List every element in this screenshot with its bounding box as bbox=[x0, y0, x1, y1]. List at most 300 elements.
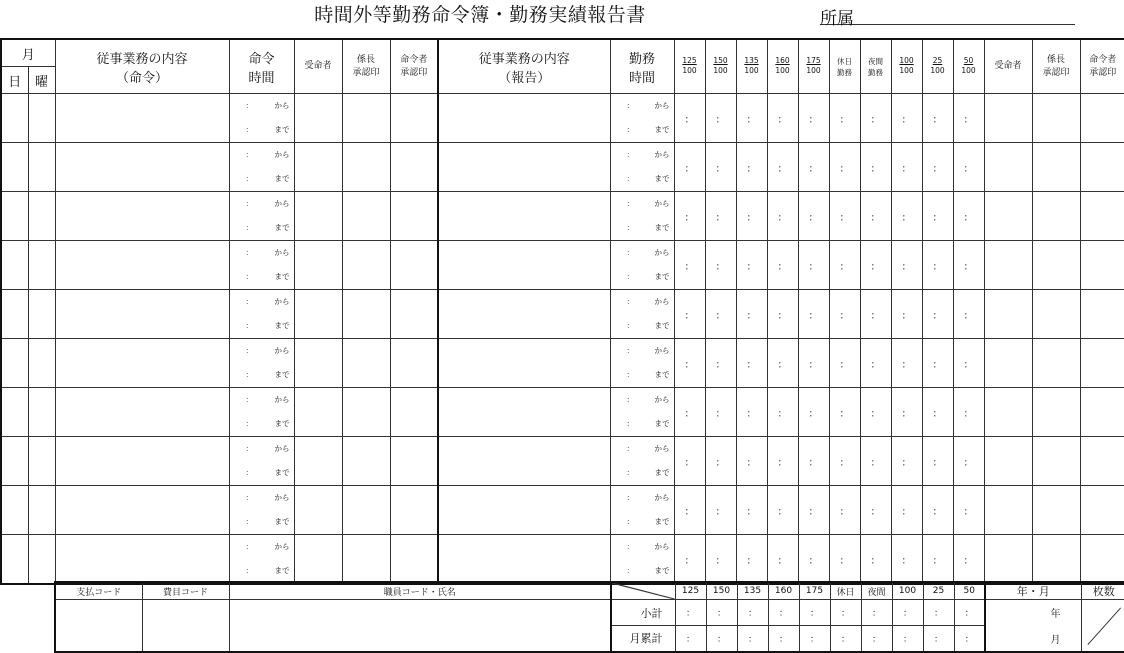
table-row bbox=[1, 339, 1124, 388]
hours-cell[interactable]: ： bbox=[860, 535, 891, 585]
receiver-stamp-cell[interactable] bbox=[294, 486, 342, 535]
table-row bbox=[1, 535, 1124, 585]
task-order-cell[interactable] bbox=[55, 290, 229, 339]
monthly-total-cell[interactable]: ： bbox=[830, 626, 861, 652]
commander-stamp-cell[interactable] bbox=[390, 486, 438, 535]
day-cell[interactable] bbox=[1, 94, 28, 143]
pay-code-header: 支払コード bbox=[55, 582, 142, 600]
commander-stamp-cell[interactable] bbox=[390, 339, 438, 388]
hours-cell[interactable]: ： bbox=[674, 486, 705, 535]
rate-header: $\frac{50}{100}$ bbox=[953, 39, 984, 94]
rate-header: $\frac{175}{100}$ bbox=[798, 39, 829, 94]
hours-cell[interactable]: ： bbox=[922, 143, 953, 192]
hours-cell[interactable]: ： bbox=[953, 486, 984, 535]
task-report-cell[interactable] bbox=[438, 241, 610, 290]
monthly-total-cell[interactable]: ： bbox=[768, 626, 799, 652]
hours-cell[interactable]: ： bbox=[922, 437, 953, 486]
hours-cell[interactable]: ： bbox=[736, 192, 767, 241]
day-cell[interactable] bbox=[1, 437, 28, 486]
order-time-cell[interactable]: ： から ： まで bbox=[229, 535, 294, 585]
subtotal-cell[interactable]: ： bbox=[923, 600, 954, 626]
weekday-cell[interactable] bbox=[28, 192, 55, 241]
hours-cell[interactable]: ： bbox=[736, 437, 767, 486]
receiver-stamp-cell[interactable] bbox=[294, 290, 342, 339]
hours-cell[interactable]: ： bbox=[736, 535, 767, 585]
footer-col-header: 175 bbox=[799, 582, 830, 600]
weekday-cell[interactable] bbox=[28, 94, 55, 143]
chief-stamp-cell[interactable] bbox=[342, 388, 390, 437]
year-month-header: 年・月 bbox=[985, 582, 1081, 600]
weekday-header: 曜 bbox=[28, 67, 55, 94]
hours-cell[interactable]: ： bbox=[736, 290, 767, 339]
footer-col-header: 50 bbox=[954, 582, 985, 600]
rate-header: $\frac{100}{100}$ bbox=[891, 39, 922, 94]
hours-cell[interactable]: ： bbox=[798, 339, 829, 388]
task-order-cell[interactable] bbox=[55, 192, 229, 241]
receiver-stamp-cell[interactable] bbox=[294, 388, 342, 437]
order-time-cell[interactable]: ： から ： まで bbox=[229, 437, 294, 486]
night-header: 夜間 勤務 bbox=[860, 39, 891, 94]
commander2-stamp-cell[interactable] bbox=[1080, 486, 1124, 535]
table-row bbox=[1, 388, 1124, 437]
sheets-header: 枚数 bbox=[1081, 582, 1124, 600]
hours-cell[interactable]: ： bbox=[953, 339, 984, 388]
task-report-cell[interactable] bbox=[438, 192, 610, 241]
hours-cell[interactable]: ： bbox=[891, 94, 922, 143]
month-field[interactable]: 月 bbox=[985, 626, 1081, 652]
day-cell[interactable] bbox=[1, 290, 28, 339]
rate-header: $\frac{125}{100}$ bbox=[674, 39, 705, 94]
hours-cell[interactable]: ： bbox=[953, 192, 984, 241]
hours-cell[interactable]: ： bbox=[953, 290, 984, 339]
subtotal-cell[interactable]: ： bbox=[892, 600, 923, 626]
weekday-cell[interactable] bbox=[28, 290, 55, 339]
task-report-cell[interactable] bbox=[438, 339, 610, 388]
hours-cell[interactable]: ： bbox=[922, 486, 953, 535]
hours-cell[interactable]: ： bbox=[674, 535, 705, 585]
chief-stamp-cell[interactable] bbox=[342, 192, 390, 241]
commander2-stamp-cell[interactable] bbox=[1080, 192, 1124, 241]
hours-cell[interactable]: ： bbox=[767, 339, 798, 388]
staff-field[interactable] bbox=[229, 600, 611, 652]
hours-cell[interactable]: ： bbox=[674, 339, 705, 388]
receiver2-stamp-cell[interactable] bbox=[984, 241, 1032, 290]
commander-stamp-cell[interactable] bbox=[390, 192, 438, 241]
hours-cell[interactable]: ： bbox=[798, 241, 829, 290]
chief-stamp-cell[interactable] bbox=[342, 143, 390, 192]
order-time-header: 命令 時間 bbox=[229, 39, 294, 94]
monthly-total-cell[interactable]: ： bbox=[737, 626, 768, 652]
hours-cell[interactable]: ： bbox=[674, 241, 705, 290]
subtotal-cell[interactable]: ： bbox=[799, 600, 830, 626]
subtotal-cell[interactable]: ： bbox=[737, 600, 768, 626]
hours-cell[interactable]: ： bbox=[798, 437, 829, 486]
department-field[interactable] bbox=[820, 4, 1075, 29]
hours-cell[interactable]: ： bbox=[891, 535, 922, 585]
hours-cell[interactable]: ： bbox=[829, 535, 860, 585]
hours-cell[interactable]: ： bbox=[705, 143, 736, 192]
work-time-cell[interactable]: ： から ： まで bbox=[610, 143, 674, 192]
holiday-header: 休日 勤務 bbox=[829, 39, 860, 94]
staff-header: 職員コード・氏名 bbox=[229, 582, 611, 600]
hours-cell[interactable]: ： bbox=[705, 94, 736, 143]
commander-stamp-cell[interactable] bbox=[390, 143, 438, 192]
monthly-total-cell[interactable]: ： bbox=[923, 626, 954, 652]
rate-header: $\frac{150}{100}$ bbox=[705, 39, 736, 94]
receiver2-stamp-cell[interactable] bbox=[984, 486, 1032, 535]
receiver-stamp-cell[interactable] bbox=[294, 535, 342, 585]
hours-cell[interactable]: ： bbox=[829, 388, 860, 437]
chief2-stamp-cell[interactable] bbox=[1032, 388, 1080, 437]
hours-cell[interactable]: ： bbox=[767, 486, 798, 535]
work-time-cell[interactable]: ： から ： まで bbox=[610, 486, 674, 535]
footer-col-header: 休日 bbox=[830, 582, 861, 600]
task-order-cell[interactable] bbox=[55, 437, 229, 486]
hours-cell[interactable]: ： bbox=[922, 94, 953, 143]
chief-stamp-cell[interactable] bbox=[342, 339, 390, 388]
commander2-stamp-cell[interactable] bbox=[1080, 437, 1124, 486]
hours-cell[interactable]: ： bbox=[674, 192, 705, 241]
task-report-cell[interactable] bbox=[438, 437, 610, 486]
footer-col-header: 150 bbox=[706, 582, 737, 600]
monthly-total-cell[interactable]: ： bbox=[892, 626, 923, 652]
day-cell[interactable] bbox=[1, 192, 28, 241]
monthly-total-cell[interactable]: ： bbox=[706, 626, 737, 652]
hours-cell[interactable]: ： bbox=[953, 535, 984, 585]
diagonal-cell bbox=[611, 582, 675, 600]
task-report-cell[interactable] bbox=[438, 486, 610, 535]
work-time-cell[interactable]: ： から ： まで bbox=[610, 290, 674, 339]
chief2-stamp-cell[interactable] bbox=[1032, 241, 1080, 290]
subtotal-cell[interactable]: ： bbox=[675, 600, 706, 626]
rate-header: $\frac{160}{100}$ bbox=[767, 39, 798, 94]
chief2-stamp-cell[interactable] bbox=[1032, 486, 1080, 535]
footer-col-header: 125 bbox=[675, 582, 706, 600]
work-time-cell[interactable]: ： から ： まで bbox=[610, 192, 674, 241]
day-cell[interactable] bbox=[1, 241, 28, 290]
sheets-field[interactable] bbox=[1081, 600, 1124, 652]
task-report-cell[interactable] bbox=[438, 535, 610, 585]
work-time-header: 勤務 時間 bbox=[610, 39, 674, 94]
task-order-cell[interactable] bbox=[55, 486, 229, 535]
work-time-cell[interactable]: ： から ： まで bbox=[610, 241, 674, 290]
hours-cell[interactable]: ： bbox=[705, 486, 736, 535]
chief2-header: 係長 承認印 bbox=[1032, 39, 1080, 94]
monthly-total-cell[interactable]: ： bbox=[675, 626, 706, 652]
hours-cell[interactable]: ： bbox=[922, 339, 953, 388]
hours-cell[interactable]: ： bbox=[767, 388, 798, 437]
hours-cell[interactable]: ： bbox=[736, 241, 767, 290]
hours-cell[interactable]: ： bbox=[767, 535, 798, 585]
order-time-cell[interactable]: ： から ： まで bbox=[229, 94, 294, 143]
work-time-cell[interactable]: ： から ： まで bbox=[610, 535, 674, 585]
hours-cell[interactable]: ： bbox=[891, 339, 922, 388]
task-order-cell[interactable] bbox=[55, 94, 229, 143]
task-report-cell[interactable] bbox=[438, 94, 610, 143]
hours-cell[interactable]: ： bbox=[798, 535, 829, 585]
hours-cell[interactable]: ： bbox=[829, 94, 860, 143]
hours-cell[interactable]: ： bbox=[922, 192, 953, 241]
order-time-cell[interactable]: ： から ： まで bbox=[229, 388, 294, 437]
chief2-stamp-cell[interactable] bbox=[1032, 192, 1080, 241]
hours-cell[interactable]: ： bbox=[829, 486, 860, 535]
receiver2-stamp-cell[interactable] bbox=[984, 94, 1032, 143]
hours-cell[interactable]: ： bbox=[798, 143, 829, 192]
hours-cell[interactable]: ： bbox=[829, 437, 860, 486]
receiver2-stamp-cell[interactable] bbox=[984, 339, 1032, 388]
hours-cell[interactable]: ： bbox=[953, 241, 984, 290]
receiver-stamp-cell[interactable] bbox=[294, 339, 342, 388]
monthly-total-cell[interactable]: ： bbox=[954, 626, 985, 652]
receiver-stamp-cell[interactable] bbox=[294, 192, 342, 241]
commander-stamp-cell[interactable] bbox=[390, 94, 438, 143]
hours-cell[interactable]: ： bbox=[860, 241, 891, 290]
year-field[interactable]: 年 bbox=[985, 600, 1081, 626]
rate-header: $\frac{135}{100}$ bbox=[736, 39, 767, 94]
hours-cell[interactable]: ： bbox=[891, 437, 922, 486]
receiver2-stamp-cell[interactable] bbox=[984, 192, 1032, 241]
monthly-total-cell[interactable]: ： bbox=[799, 626, 830, 652]
hours-cell[interactable]: ： bbox=[736, 339, 767, 388]
commander-stamp-cell[interactable] bbox=[390, 290, 438, 339]
weekday-cell[interactable] bbox=[28, 143, 55, 192]
hours-cell[interactable]: ： bbox=[829, 241, 860, 290]
footer-col-header: 25 bbox=[923, 582, 954, 600]
chief-stamp-cell[interactable] bbox=[342, 241, 390, 290]
hours-cell[interactable]: ： bbox=[674, 290, 705, 339]
table-row bbox=[1, 290, 1124, 339]
hours-cell[interactable]: ： bbox=[829, 339, 860, 388]
receiver2-stamp-cell[interactable] bbox=[984, 290, 1032, 339]
hours-cell[interactable]: ： bbox=[736, 486, 767, 535]
chief2-stamp-cell[interactable] bbox=[1032, 535, 1080, 585]
hours-cell[interactable]: ： bbox=[922, 290, 953, 339]
hours-cell[interactable]: ： bbox=[705, 535, 736, 585]
hours-cell[interactable]: ： bbox=[705, 437, 736, 486]
monthly-total-label: 月累計 bbox=[611, 626, 675, 652]
weekday-cell[interactable] bbox=[28, 339, 55, 388]
hours-cell[interactable]: ： bbox=[922, 535, 953, 585]
rate-header: $\frac{25}{100}$ bbox=[922, 39, 953, 94]
monthly-total-cell[interactable]: ： bbox=[861, 626, 892, 652]
day-cell[interactable] bbox=[1, 486, 28, 535]
chief2-stamp-cell[interactable] bbox=[1032, 339, 1080, 388]
hours-cell[interactable]: ： bbox=[860, 339, 891, 388]
task-order-cell[interactable] bbox=[55, 388, 229, 437]
task-order-header: 従事業務の内容 （命令） bbox=[55, 39, 229, 94]
receiver-header: 受命者 bbox=[294, 39, 342, 94]
subtotal-cell[interactable]: ： bbox=[861, 600, 892, 626]
receiver2-stamp-cell[interactable] bbox=[984, 535, 1032, 585]
task-report-cell[interactable] bbox=[438, 388, 610, 437]
hours-cell[interactable]: ： bbox=[891, 192, 922, 241]
weekday-cell[interactable] bbox=[28, 241, 55, 290]
commander-stamp-cell[interactable] bbox=[390, 241, 438, 290]
overtime-table bbox=[0, 38, 1124, 585]
commander-header: 命令者 承認印 bbox=[390, 39, 438, 94]
chief-stamp-cell[interactable] bbox=[342, 486, 390, 535]
task-report-cell[interactable] bbox=[438, 143, 610, 192]
order-time-cell[interactable]: ： から ： まで bbox=[229, 143, 294, 192]
pay-code-field[interactable] bbox=[55, 600, 142, 652]
hours-cell[interactable]: ： bbox=[891, 143, 922, 192]
order-time-cell[interactable]: ： から ： まで bbox=[229, 339, 294, 388]
commander2-stamp-cell[interactable] bbox=[1080, 535, 1124, 585]
hours-cell[interactable]: ： bbox=[798, 486, 829, 535]
receiver2-stamp-cell[interactable] bbox=[984, 388, 1032, 437]
task-order-cell[interactable] bbox=[55, 143, 229, 192]
hours-cell[interactable]: ： bbox=[860, 486, 891, 535]
footer-col-header: 160 bbox=[768, 582, 799, 600]
footer-col-header: 夜間 bbox=[861, 582, 892, 600]
table-row bbox=[1, 143, 1124, 192]
commander2-stamp-cell[interactable] bbox=[1080, 241, 1124, 290]
subtotal-cell[interactable]: ： bbox=[706, 600, 737, 626]
hours-cell[interactable]: ： bbox=[767, 192, 798, 241]
hours-cell[interactable]: ： bbox=[798, 192, 829, 241]
receiver-stamp-cell[interactable] bbox=[294, 143, 342, 192]
hours-cell[interactable]: ： bbox=[674, 94, 705, 143]
task-report-cell[interactable] bbox=[438, 290, 610, 339]
hours-cell[interactable]: ： bbox=[705, 290, 736, 339]
day-cell[interactable] bbox=[1, 388, 28, 437]
hours-cell[interactable]: ： bbox=[674, 388, 705, 437]
hours-cell[interactable]: ： bbox=[767, 241, 798, 290]
hours-cell[interactable]: ： bbox=[736, 143, 767, 192]
hours-cell[interactable]: ： bbox=[736, 388, 767, 437]
footer-col-header: 100 bbox=[892, 582, 923, 600]
table-row bbox=[1, 486, 1124, 535]
receiver-stamp-cell[interactable] bbox=[294, 94, 342, 143]
hours-cell[interactable]: ： bbox=[891, 241, 922, 290]
hours-cell[interactable]: ： bbox=[891, 388, 922, 437]
task-report-header: 従事業務の内容 （報告） bbox=[438, 39, 610, 94]
day-header: 日 bbox=[1, 67, 28, 94]
work-time-cell[interactable]: ： から ： まで bbox=[610, 388, 674, 437]
work-time-cell[interactable]: ： から ： まで bbox=[610, 339, 674, 388]
hours-cell[interactable]: ： bbox=[674, 143, 705, 192]
weekday-cell[interactable] bbox=[28, 535, 55, 585]
day-cell[interactable] bbox=[1, 339, 28, 388]
chief2-stamp-cell[interactable] bbox=[1032, 143, 1080, 192]
work-time-cell[interactable]: ： から ： まで bbox=[610, 94, 674, 143]
hours-cell[interactable]: ： bbox=[860, 143, 891, 192]
hours-cell[interactable]: ： bbox=[891, 486, 922, 535]
hours-cell[interactable]: ： bbox=[829, 143, 860, 192]
receiver2-stamp-cell[interactable] bbox=[984, 437, 1032, 486]
commander2-stamp-cell[interactable] bbox=[1080, 143, 1124, 192]
hours-cell[interactable]: ： bbox=[705, 192, 736, 241]
commander2-header: 命令者 承認印 bbox=[1080, 39, 1124, 94]
hours-cell[interactable]: ： bbox=[860, 388, 891, 437]
hours-cell[interactable]: ： bbox=[891, 290, 922, 339]
task-order-cell[interactable] bbox=[55, 339, 229, 388]
subtotal-cell[interactable]: ： bbox=[954, 600, 985, 626]
chief-stamp-cell[interactable] bbox=[342, 290, 390, 339]
chief-stamp-cell[interactable] bbox=[342, 437, 390, 486]
hours-cell[interactable]: ： bbox=[860, 192, 891, 241]
order-time-cell[interactable]: ： から ： まで bbox=[229, 290, 294, 339]
task-order-cell[interactable] bbox=[55, 241, 229, 290]
hours-cell[interactable]: ： bbox=[922, 241, 953, 290]
chief-stamp-cell[interactable] bbox=[342, 535, 390, 585]
hours-cell[interactable]: ： bbox=[798, 388, 829, 437]
hours-cell[interactable]: ： bbox=[860, 290, 891, 339]
hours-cell[interactable]: ： bbox=[829, 290, 860, 339]
weekday-cell[interactable] bbox=[28, 388, 55, 437]
hours-cell[interactable]: ： bbox=[705, 339, 736, 388]
order-time-cell[interactable]: ： から ： まで bbox=[229, 241, 294, 290]
day-cell[interactable] bbox=[1, 143, 28, 192]
commander2-stamp-cell[interactable] bbox=[1080, 290, 1124, 339]
hours-cell[interactable]: ： bbox=[953, 437, 984, 486]
hours-cell[interactable]: ： bbox=[829, 192, 860, 241]
hours-cell[interactable]: ： bbox=[705, 241, 736, 290]
order-time-cell[interactable]: ： から ： まで bbox=[229, 486, 294, 535]
weekday-cell[interactable] bbox=[28, 486, 55, 535]
chief2-stamp-cell[interactable] bbox=[1032, 94, 1080, 143]
day-cell[interactable] bbox=[1, 535, 28, 585]
hours-cell[interactable]: ： bbox=[953, 388, 984, 437]
hours-cell[interactable]: ： bbox=[953, 94, 984, 143]
chief-header: 係長 承認印 bbox=[342, 39, 390, 94]
hours-cell[interactable]: ： bbox=[767, 290, 798, 339]
receiver2-stamp-cell[interactable] bbox=[984, 143, 1032, 192]
hours-cell[interactable]: ： bbox=[767, 437, 798, 486]
order-time-cell[interactable]: ： から ： まで bbox=[229, 192, 294, 241]
commander2-stamp-cell[interactable] bbox=[1080, 388, 1124, 437]
chief-stamp-cell[interactable] bbox=[342, 94, 390, 143]
subtotal-label: 小計 bbox=[611, 600, 675, 626]
chief2-stamp-cell[interactable] bbox=[1032, 290, 1080, 339]
expense-code-field[interactable] bbox=[142, 600, 229, 652]
commander2-stamp-cell[interactable] bbox=[1080, 94, 1124, 143]
footer-table bbox=[54, 581, 1124, 653]
hours-cell[interactable]: ： bbox=[674, 437, 705, 486]
hours-cell[interactable]: ： bbox=[798, 290, 829, 339]
hours-cell[interactable]: ： bbox=[860, 437, 891, 486]
hours-cell[interactable]: ： bbox=[705, 388, 736, 437]
receiver2-header: 受命者 bbox=[984, 39, 1032, 94]
chief2-stamp-cell[interactable] bbox=[1032, 437, 1080, 486]
hours-cell[interactable]: ： bbox=[953, 143, 984, 192]
weekday-cell[interactable] bbox=[28, 437, 55, 486]
form-title: 時間外等勤務命令簿・勤務実績報告書 bbox=[314, 4, 646, 26]
footer-col-header: 135 bbox=[737, 582, 768, 600]
table-row bbox=[1, 437, 1124, 486]
hours-cell[interactable]: ： bbox=[767, 143, 798, 192]
commander-stamp-cell[interactable] bbox=[390, 437, 438, 486]
hours-cell[interactable]: ： bbox=[736, 94, 767, 143]
receiver-stamp-cell[interactable] bbox=[294, 437, 342, 486]
subtotal-cell[interactable]: ： bbox=[830, 600, 861, 626]
hours-cell[interactable]: ： bbox=[767, 94, 798, 143]
subtotal-cell[interactable]: ： bbox=[768, 600, 799, 626]
commander2-stamp-cell[interactable] bbox=[1080, 339, 1124, 388]
receiver-stamp-cell[interactable] bbox=[294, 241, 342, 290]
month-header: 月 bbox=[1, 39, 55, 67]
task-order-cell[interactable] bbox=[55, 535, 229, 585]
hours-cell[interactable]: ： bbox=[860, 94, 891, 143]
hours-cell[interactable]: ： bbox=[922, 388, 953, 437]
department-label: 所属 bbox=[820, 9, 854, 29]
table-row bbox=[1, 241, 1124, 290]
hours-cell[interactable]: ： bbox=[798, 94, 829, 143]
work-time-cell[interactable]: ： から ： まで bbox=[610, 437, 674, 486]
commander-stamp-cell[interactable] bbox=[390, 535, 438, 585]
commander-stamp-cell[interactable] bbox=[390, 388, 438, 437]
table-row bbox=[1, 94, 1124, 143]
